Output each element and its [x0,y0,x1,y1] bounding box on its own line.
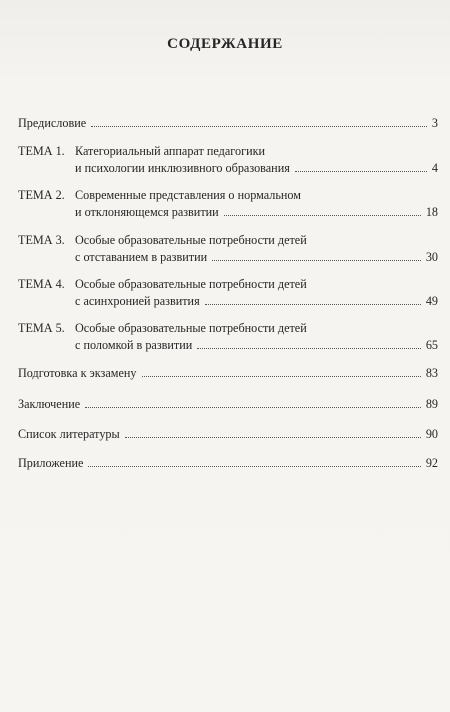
toc-entry-line [18,232,438,249]
toc-entry-title: Особые образовательные потребности детей [75,321,307,335]
toc-entry-title: Особые образовательные потребности детей [75,277,307,291]
dot-leader [142,376,421,377]
toc-entry-title: Приложение [18,456,84,470]
toc-topic-prefix: ТЕМА 4. [18,277,65,291]
dot-leader [205,304,421,305]
toc-entry-title: Категориальный аппарат педагогики [75,144,266,158]
dot-leader [85,407,421,408]
dot-leader [197,348,421,349]
dot-leader [295,171,427,172]
toc-page-number: 18 [425,205,438,219]
toc-page-number: 65 [425,338,438,352]
toc-topic-prefix: ТЕМА 1. [18,144,65,158]
dot-leader [212,260,421,261]
toc-entry-line [18,187,438,204]
toc-page-number: 89 [425,397,438,411]
toc-entry-line [18,160,438,177]
toc-entry-title-cont: с поломкой в развитии [75,338,193,352]
dot-leader [91,126,427,127]
toc-page-number: 3 [431,116,438,130]
toc-entry-line [18,396,438,413]
toc-entry-title-cont: с асинхронией развития [75,294,200,308]
toc-entry-appendix [18,455,438,472]
toc-entry-line [18,143,438,160]
toc-entry-preface [18,115,438,132]
toc-page-number: 30 [425,250,438,264]
toc-entry-line [18,204,438,221]
toc-entry-line [18,455,438,472]
toc-entry-title: Современные представления о нормальном [75,188,301,202]
toc-page-number: 83 [425,366,438,380]
toc-entry-title-cont: и отклоняющемся развитии [75,205,219,219]
toc-topic-prefix: ТЕМА 3. [18,233,65,247]
toc-page-number: 4 [431,161,438,175]
toc-topic-prefix: ТЕМА 2. [18,188,65,202]
toc-entry-title: Подготовка к экзамену [18,366,137,380]
toc-entry-exam-prep [18,365,438,382]
toc-entry-line [18,276,438,293]
toc-entry-line [18,426,438,443]
dot-leader [125,437,421,438]
toc-entry-line [18,320,438,337]
toc-entry-line [18,337,438,354]
toc-entry-conclusion [18,396,438,413]
toc-entry-topic-2 [18,187,438,221]
toc-entry-line [18,249,438,266]
toc-entry-topic-1 [18,143,438,177]
toc-entry-title: Предисловие [18,116,87,130]
toc-page-number: 92 [425,456,438,470]
toc-entry-topic-5 [18,320,438,354]
toc-entry-line [18,365,438,382]
toc-entry-line [18,293,438,310]
toc-entry-title-cont: с отставанием в развитии [75,250,208,264]
dot-leader [224,215,421,216]
toc-topic-prefix: ТЕМА 5. [18,321,65,335]
page-title: СОДЕРЖАНИЕ [167,36,283,52]
toc-entry-topic-4 [18,276,438,310]
toc-entry-title: Заключение [18,397,81,411]
dot-leader [88,466,420,467]
toc-page-number: 90 [425,427,438,441]
toc-entry-line [18,115,438,132]
toc-entry-title: Список литературы [18,427,120,441]
toc-entry-bibliography [18,426,438,443]
toc-page-number: 49 [425,294,438,308]
toc-entry-title-cont: и психологии инклюзивного образования [75,161,290,175]
toc-entry-title: Особые образовательные потребности детей [75,233,307,247]
toc-entry-topic-3 [18,232,438,266]
